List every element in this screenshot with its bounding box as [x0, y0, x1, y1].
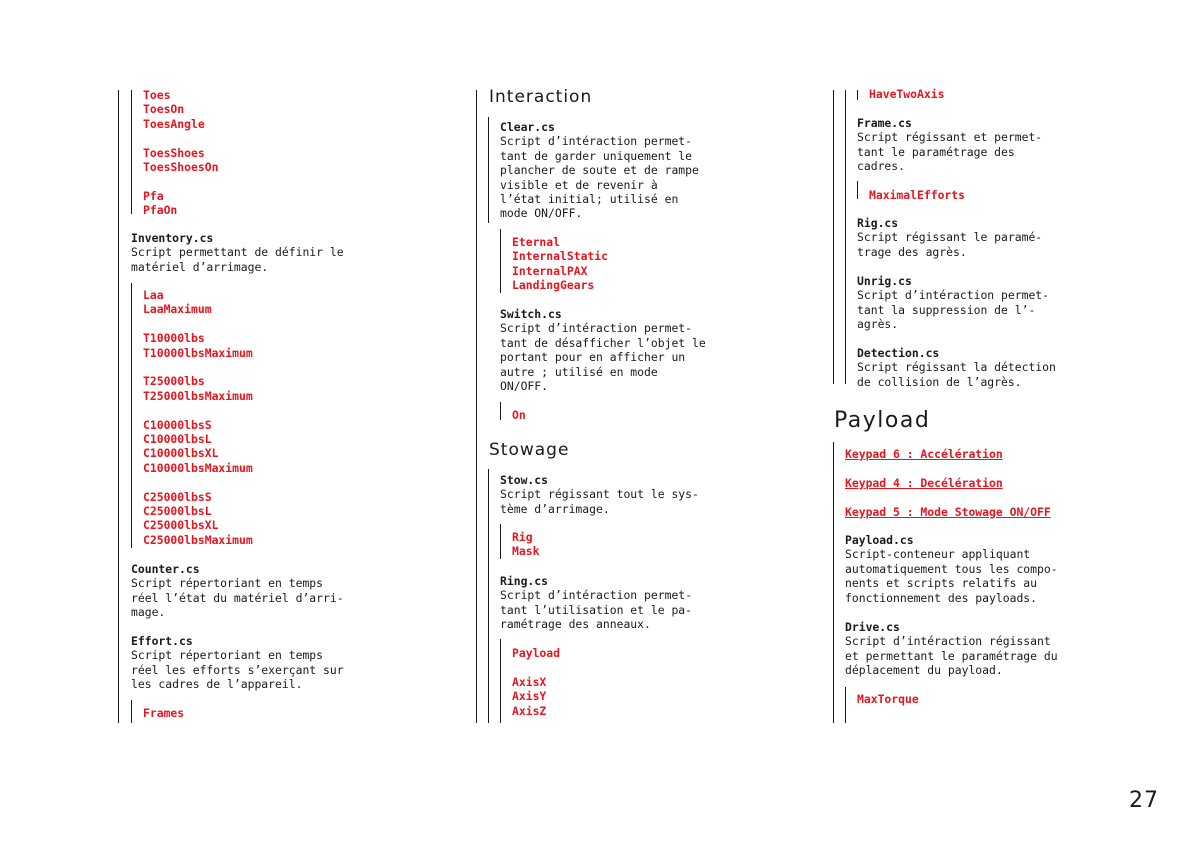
- var: ToesShoes: [143, 145, 205, 160]
- outer-rule: [476, 90, 477, 723]
- script-desc: Script d’intéraction régissant et permettant le paramétrage du déplacement du payload.: [845, 634, 1058, 678]
- frame-block: [857, 116, 1042, 174]
- var: AxisZ: [512, 703, 547, 718]
- page-number: 27: [1129, 788, 1159, 813]
- inner-rule: [488, 469, 489, 723]
- script-name: Payload.cs: [845, 533, 914, 547]
- counter-block: [131, 562, 344, 620]
- script-name: Unrig.cs: [857, 274, 912, 288]
- script-name: Effort.cs: [131, 634, 193, 648]
- keypad-decel-link[interactable]: Keypad 4 : Decélération: [845, 475, 1003, 490]
- var: Eternal: [512, 235, 561, 249]
- var: C25000lbsXL: [143, 518, 219, 533]
- var: LaaMaximum: [143, 302, 212, 317]
- var: C25000lbsL: [143, 504, 212, 519]
- script-name: Ring.cs: [500, 574, 549, 588]
- var: AxisY: [512, 689, 547, 704]
- var: PfaOn: [143, 203, 178, 218]
- interaction-heading: [489, 86, 592, 108]
- clear-block: [500, 120, 699, 221]
- stowage-heading: [489, 439, 569, 461]
- script-name: Clear.cs: [500, 120, 555, 134]
- var: C10000lbsMaximum: [143, 460, 253, 475]
- inner-rule: [500, 402, 501, 420]
- var: ToesOn: [143, 102, 185, 117]
- script-desc: Script d’intéraction permet- tant la suppression de l’- agrès.: [857, 288, 1050, 332]
- var: C10000lbsS: [143, 417, 212, 432]
- var: Rig: [512, 530, 533, 544]
- drive-block: [845, 620, 1058, 678]
- toes-variables: [143, 88, 218, 218]
- inner-rule: [857, 90, 858, 100]
- script-name: Drive.cs: [845, 620, 900, 634]
- var: AxisX: [512, 674, 547, 689]
- outer-rule: [118, 90, 119, 723]
- have-two-axis-variable: [869, 87, 944, 101]
- script-desc: Script régissant tout le sys- tème d’arrimage.: [500, 487, 699, 516]
- script-desc: Script répertoriant en temps réel les efforts s’exerçant sur les cadres de l’appareil.: [131, 648, 344, 692]
- script-desc: Script d’intéraction permet- tant de garder uniquement le plancher de soute et de rampe visible et de revenir à l’état initial; utilisé en mode ON/OFF.: [500, 134, 699, 221]
- script-name: Counter.cs: [131, 562, 200, 576]
- var: LandingGears: [512, 278, 595, 293]
- var: On: [512, 408, 526, 422]
- inner-rule: [488, 117, 489, 223]
- var: MaxTorque: [857, 692, 919, 706]
- var: ToesAngle: [143, 116, 205, 131]
- switch-block: [500, 307, 706, 393]
- var: Pfa: [143, 188, 164, 203]
- script-desc: Script régissant et permet- tant le paramétrage des cadres.: [857, 130, 1043, 174]
- inner-rule: [845, 687, 846, 723]
- var: ToesShoesOn: [143, 160, 219, 175]
- payload-block: [845, 533, 1058, 605]
- var: MaximalEfforts: [869, 188, 966, 202]
- inner-rule: [500, 524, 501, 559]
- stow-variables: [512, 530, 539, 559]
- inner-rule: [500, 639, 501, 723]
- ring-block: [500, 574, 692, 632]
- script-name: Rig.cs: [857, 216, 899, 230]
- var: Laa: [143, 288, 164, 302]
- script-desc: Script répertoriant en temps réel l’état du matériel d’arri- mage.: [131, 576, 344, 620]
- var: T10000lbsMaximum: [143, 345, 253, 360]
- unrig-block: [857, 274, 1049, 332]
- script-name: Switch.cs: [500, 307, 562, 321]
- frames-variable: [143, 706, 184, 720]
- script-name: Inventory.cs: [131, 231, 214, 245]
- script-desc: Script régissant le paramé- trage des agrès.: [857, 230, 1043, 259]
- clear-variables: [512, 235, 608, 293]
- stow-block: [500, 473, 699, 516]
- inner-rule: [857, 181, 858, 199]
- drive-variables: [857, 692, 919, 706]
- rig-block: [857, 216, 1042, 259]
- var: Payload: [512, 646, 561, 660]
- keypad-stowage-link[interactable]: Keypad 5 : Mode Stowage ON/OFF: [845, 504, 1051, 519]
- payload-heading: [834, 407, 930, 435]
- var: T10000lbs: [143, 331, 205, 346]
- var: Toes: [143, 88, 171, 102]
- frame-variables: [869, 188, 965, 202]
- inner-rule: [131, 90, 132, 214]
- var: InternalStatic: [512, 249, 609, 264]
- outer-rule: [833, 90, 834, 384]
- script-desc: Script-conteneur appliquant automatiquement tous les compo- nents et scripts relatifs au fonctionnement des payloads.: [845, 547, 1058, 605]
- var: C10000lbsXL: [143, 446, 219, 461]
- script-desc: Script d’intéraction permet- tant l’utilisation et le pa- ramétrage des anneaux.: [500, 588, 693, 632]
- outer-rule: [833, 442, 834, 723]
- detection-block: [857, 346, 1056, 389]
- var: T25000lbs: [143, 374, 205, 389]
- script-desc: Script régissant la détection de collision de l’agrès.: [857, 360, 1056, 389]
- inner-rule: [131, 700, 132, 723]
- script-name: Stow.cs: [500, 473, 549, 487]
- keypad-list: [845, 447, 1051, 519]
- section-title: Stowage: [489, 440, 570, 460]
- section-title: Payload: [834, 408, 931, 433]
- section-title: Interaction: [489, 87, 593, 107]
- inner-rule: [845, 90, 846, 384]
- inventory-variables: [143, 288, 253, 547]
- var: Mask: [512, 544, 540, 559]
- var: C25000lbsS: [143, 489, 212, 504]
- script-desc: Script d’intéraction permet- tant de désafficher l’objet le portant pour en afficher un autre ; utilisé en mode ON/OFF.: [500, 321, 706, 394]
- script-name: Frame.cs: [857, 116, 912, 130]
- var: InternalPAX: [512, 263, 588, 278]
- effort-block: [131, 634, 344, 692]
- keypad-accel-link[interactable]: Keypad 6 : Accélération: [845, 447, 1003, 461]
- ring-variables: [512, 646, 560, 718]
- var: T25000lbsMaximum: [143, 388, 253, 403]
- script-desc: Script permettant de définir le matériel d’arrimage.: [131, 245, 344, 274]
- var: Frames: [143, 706, 185, 720]
- var: C10000lbsL: [143, 432, 212, 447]
- var: HaveTwoAxis: [869, 87, 945, 101]
- var: C25000lbsMaximum: [143, 532, 253, 547]
- inventory-block: [131, 231, 344, 274]
- inner-rule: [500, 229, 501, 293]
- inner-rule: [131, 283, 132, 548]
- switch-variables: [512, 408, 526, 422]
- script-name: Detection.cs: [857, 346, 940, 360]
